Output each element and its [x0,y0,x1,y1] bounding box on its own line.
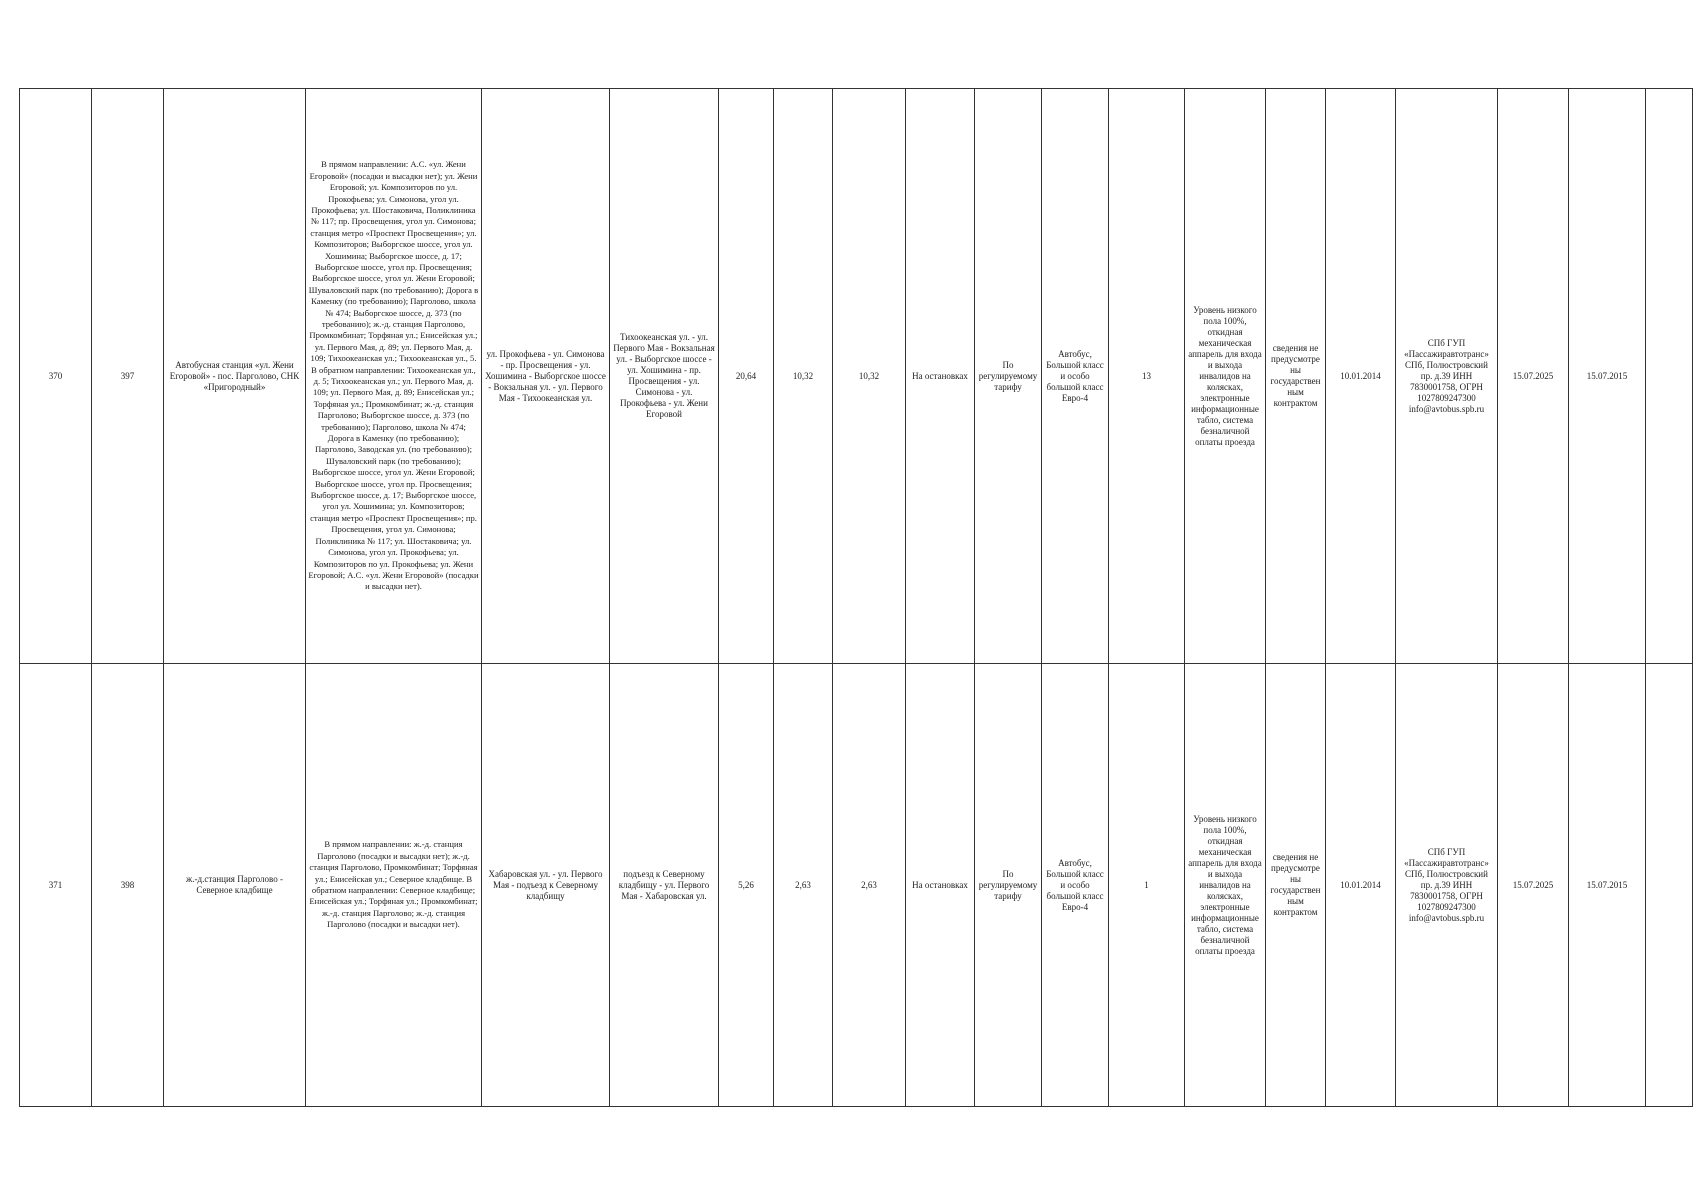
streets-backward: подъезд к Северному кладбищу - ул. Первого Мая - Хабаровская ул. [610,664,719,1107]
accessibility-features: Уровень низкого пола 100%, откидная механическая аппарель для входа и выхода инвалидов на колясках, электронные информационные табло, система безналичной оплаты проезда [1185,664,1266,1107]
row-index: 370 [20,89,92,664]
tariff-type: По регулируемому тарифу [975,89,1042,664]
route-length-total: 5,26 [719,664,774,1107]
vehicle-class: Автобус, Большой класс и особо большой класс Евро-4 [1042,664,1109,1107]
streets-forward: Хабаровская ул. - ул. Первого Мая - подъезд к Северному кладбищу [482,664,610,1107]
start-date: 10.01.2014 [1326,664,1396,1107]
vehicle-count: 13 [1109,89,1185,664]
vehicle-class: Автобус, Большой класс и особо большой класс Евро-4 [1042,89,1109,664]
tariff-type: По регулируемому тарифу [975,664,1042,1107]
route-length-backward: 10,32 [833,89,906,664]
boarding-order: На остановках [906,89,975,664]
route-stops: В прямом направлении: ж.-д. станция Парголово (посадки и высадки нет); ж.-д. станция Парголово, Промкомбинат; Торфяная ул.; Енисейская ул.; Северное кладбище. В обратном направлении: Северное кладбище; Енисейская ул.; Торфяная ул.; Промкомбинат; ж.-д. станция Парголово; ж.-д. станция Парголово (посадки и высадки нет). [306,664,482,1107]
route-registry-table [19,88,1693,1107]
route-length-forward: 10,32 [774,89,833,664]
date-end: 15.07.2025 [1498,89,1569,664]
carrier-info: СПб ГУП «Пассажиравтотранс» СПб, Полюстровский пр. д.39 ИНН 7830001758, ОГРН 1027809247300 info@avtobus.spb.ru [1396,664,1498,1107]
route-name: ж.-д.станция Парголово - Северное кладбище [164,664,306,1107]
extra-cell [1646,664,1693,1107]
streets-forward: ул. Прокофьева - ул. Симонова - пр. Просвещения - ул. Хошимина - Выборгское шоссе - Вокзальная ул. - ул. Первого Мая - Тихоокеанская ул. [482,89,610,664]
route-number: 398 [92,664,164,1107]
table-row [20,664,1693,1107]
streets-backward: Тихоокеанская ул. - ул. Первого Мая - Вокзальная ул. - Выборгское шоссе - ул. Хошимина - пр. Просвещения - ул. Симонова - ул. Прокофьева - ул. Жени Егоровой [610,89,719,664]
boarding-order: На остановках [906,664,975,1107]
route-stops: В прямом направлении: А.С. «ул. Жени Егоровой» (посадки и высадки нет); ул. Жени Егоровой; ул. Композиторов по ул. Прокофьева; ул. Симонова, угол ул. Прокофьева; ул. Шостаковича, Поликлиника № 117; пр. Просвещения, угол ул. Симонова; станция метро «Проспект Просвещения»; ул. Композиторов; Выборгское шоссе, угол ул. Хошимина; Выборгское шоссе, д. 17; Выборгское шоссе, угол пр. Просвещения; Выборгское шоссе, угол ул. Жени Егоровой; Шуваловский парк (по требованию); Дорога в Каменку (по требованию); Парголово, школа № 474; Выборгское шоссе, д. 373 (по требованию); ж.-д. станция Парголово, Промкомбинат; Торфяная ул.; Енисейская ул.; ул. Первого Мая, д. 89; ул. Первого Мая, д. 109; Тихоокеанская ул.; Тихоокеанская ул., 5. В обратном направлении: Тихоокеанская ул., д. 5; Тихоокеанская ул.; ул. Первого Мая, д. 109; ул. Первого Мая, д. 89; Енисейская ул.; Торфяная ул.; Промкомбинат; ж.-д. станция Парголово; Выборгское шоссе, д. 373 (по требованию); Парголово, школа № 474; Дорога в Каменку (по требованию); Парголово, Заводская ул. (по требованию); Шуваловский парк (по требованию); Выборгское шоссе, угол ул. Жени Егоровой; Выборгское шоссе, угол пр. Просвещения; Выборгское шоссе, д. 17; Выборгское шоссе, угол ул. Хошимина; ул. Композиторов; станция метро «Проспект Просвещения»; пр. Просвещения, угол ул. Симонова; Поликлиника № 117; ул. Шостаковича; ул. Симонова, угол ул. Прокофьева; ул. Композиторов по ул. Прокофьева; ул. Жени Егоровой; А.С. «ул. Жени Егоровой» (посадки и высадки нет). [306,89,482,664]
extra-cell [1646,89,1693,664]
route-length-backward: 2,63 [833,664,906,1107]
vehicle-count: 1 [1109,664,1185,1107]
accessibility-features: Уровень низкого пола 100%, откидная механическая аппарель для входа и выхода инвалидов на колясках, электронные информационные табло, система безналичной оплаты проезда [1185,89,1266,664]
contract-info: сведения не предусмотрены государственным контрактом [1266,664,1326,1107]
date-contract: 15.07.2015 [1569,664,1646,1107]
contract-info: сведения не предусмотрены государственным контрактом [1266,89,1326,664]
date-contract: 15.07.2015 [1569,89,1646,664]
date-end: 15.07.2025 [1498,664,1569,1107]
route-length-total: 20,64 [719,89,774,664]
row-index: 371 [20,664,92,1107]
route-length-forward: 2,63 [774,664,833,1107]
carrier-info: СПб ГУП «Пассажиравтотранс» СПб, Полюстровский пр. д.39 ИНН 7830001758, ОГРН 1027809247300 info@avtobus.spb.ru [1396,89,1498,664]
route-number: 397 [92,89,164,664]
route-name: Автобусная станция «ул. Жени Егоровой» - пос. Парголово, СНК «Пригородный» [164,89,306,664]
start-date: 10.01.2014 [1326,89,1396,664]
table-row [20,89,1693,664]
